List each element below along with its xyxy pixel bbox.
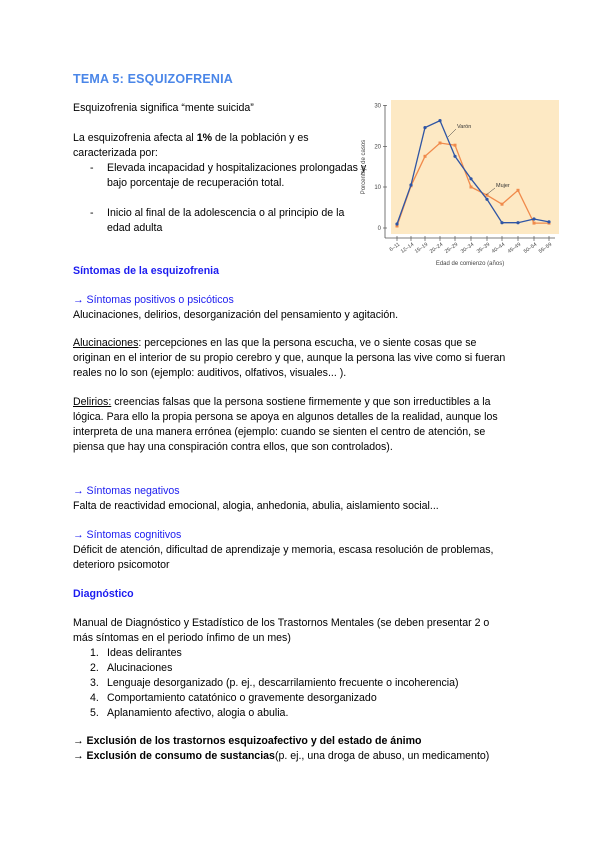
positive-symptoms-text: Alucinaciones, delirios, desorganización del pensamiento y agitación.	[73, 309, 399, 321]
bullet-text: Elevada incapacidad y hospitalizaciones prolongadas y bajo porcentaje de recuperación total.	[107, 162, 367, 189]
criterion-text: Alucinaciones	[107, 662, 173, 674]
x-axis-ticks	[389, 242, 554, 255]
criterion-number: 4.	[90, 692, 99, 704]
criterion-text: Ideas delirantes	[107, 647, 182, 659]
hallucinations-line-1	[73, 336, 476, 351]
criterion-item	[90, 706, 288, 721]
svg-text:12–14: 12–14	[399, 241, 416, 255]
svg-text:30–34: 30–34	[459, 241, 476, 255]
definition-text: Esquizofrenia significa “mente suicida”	[73, 102, 254, 114]
svg-text:40–44: 40–44	[490, 241, 507, 255]
svg-text:25–29: 25–29	[443, 241, 460, 255]
x-axis-label: Edad de comienzo (años)	[435, 261, 505, 267]
svg-text:30: 30	[374, 103, 381, 110]
criterion-item	[90, 661, 172, 676]
onset-age-chart	[355, 95, 560, 275]
dsm-line-1: Manual de Diagnóstico y Estadístico de los Trastornos Mentales (se deben presentar 2 o	[73, 617, 490, 629]
svg-text:10: 10	[374, 185, 381, 191]
delusions-term: Delirios:	[73, 396, 112, 408]
exclusion-mood-disorders: → Exclusión de los trastornos esquizoafectivo y del estado de ánimo	[73, 735, 422, 747]
criterion-item	[90, 646, 182, 661]
line-chart-svg	[355, 95, 560, 275]
svg-text:50–54: 50–54	[522, 241, 539, 255]
criterion-number: 5.	[90, 707, 99, 719]
section-heading-symptoms: Síntomas de la esquizofrenia	[73, 265, 219, 277]
hallucinations-term: Alucinaciones	[73, 337, 139, 349]
dash-marker: -	[90, 162, 94, 174]
delusions-line-3: interpreta de una manera errónea (ejemplo: cuando se sienten el centro de atención, se	[73, 426, 486, 438]
exclusion-substances-label: → Exclusión de consumo de sustancias	[73, 750, 275, 762]
svg-text:15–19: 15–19	[413, 241, 430, 255]
svg-text:45–49: 45–49	[506, 241, 523, 255]
criterion-text: Aplanamiento afectivo, alogia o abulia.	[107, 707, 289, 719]
bullet-text: Inicio al final de la adolescencia o al principio de la edad adulta	[107, 207, 345, 234]
cognitive-symptoms-line-2: deterioro psicomotor	[73, 559, 170, 571]
criterion-number: 3.	[90, 677, 99, 689]
hallucinations-def: : percepciones en las que la persona escucha, ve o siente cosas que se	[138, 337, 477, 349]
dsm-line-2: más síntomas en el periodo ínfimo de un mes)	[73, 632, 291, 644]
prevalence-value: 1%	[196, 132, 212, 144]
criterion-number: 1.	[90, 647, 99, 659]
criterion-item	[90, 676, 459, 691]
prevalence-line-2: caracterizada por:	[73, 147, 158, 159]
criterion-text: Lenguaje desorganizado (p. ej., descarrilamiento frecuente o incoherencia)	[107, 677, 459, 689]
criterion-number: 2.	[90, 662, 99, 674]
svg-text:20: 20	[374, 144, 381, 151]
delusions-line-4: piensa que hay una conspiración contra ellos, que son controlados).	[73, 441, 393, 453]
svg-text:20–24: 20–24	[428, 241, 445, 255]
exclusion-substances-examples: (p. ej., una droga de abuso, un medicamento)	[274, 750, 490, 762]
svg-text:35–39: 35–39	[475, 241, 492, 255]
delusions-line-1	[73, 395, 491, 410]
cognitive-symptoms-line-1: Déficit de atención, dificultad de aprendizaje y memoria, escasa resolución de problemas,	[73, 544, 494, 556]
svg-text:0: 0	[377, 226, 381, 232]
svg-text:6–11: 6–11	[388, 241, 402, 254]
dash-marker: -	[90, 207, 94, 219]
subheading-negative-symptoms: → Síntomas negativos	[73, 485, 180, 497]
legend-label-mujer: Mujer	[496, 183, 510, 189]
hallucinations-line-2: originan en el interior de su propio cerebro y que, aunque la persona las vive como si fueran	[73, 352, 506, 364]
prevalence-text-pre: La esquizofrenia afecta al	[73, 132, 197, 144]
hallucinations-line-3: reales no lo son (ejemplo: auditivos, olfativos, visuales... ).	[73, 367, 347, 379]
subheading-cognitive-symptoms: → Síntomas cognitivos	[73, 529, 182, 541]
negative-symptoms-text: Falta de reactividad emocional, alogia, anhedonia, abulia, aislamiento social...	[73, 500, 439, 512]
plot-background	[391, 100, 559, 234]
criterion-item	[90, 691, 377, 706]
section-heading-diagnosis: Diagnóstico	[73, 588, 134, 600]
criterion-text: Comportamiento catatónico o gravemente desorganizado	[107, 692, 377, 704]
prevalence-line-1	[73, 131, 309, 146]
delusions-line-2: lógica. Para ello la propia persona se apoya en algunos detalles de la realidad, aunque los	[73, 411, 498, 423]
legend-label-varon: Varón	[457, 124, 472, 130]
page-title: TEMA 5: ESQUIZOFRENIA	[73, 72, 233, 86]
y-axis-label: Porcentaje de casos	[361, 139, 367, 195]
svg-text:55–59: 55–59	[537, 241, 554, 255]
delusions-def: creencias falsas que la persona sostiene firmemente y que son irreductibles a la	[111, 396, 491, 408]
subheading-positive-symptoms: → Síntomas positivos o psicóticos	[73, 294, 234, 306]
prevalence-text-post: de la población y es	[212, 132, 309, 144]
exclusion-substances	[73, 749, 489, 764]
